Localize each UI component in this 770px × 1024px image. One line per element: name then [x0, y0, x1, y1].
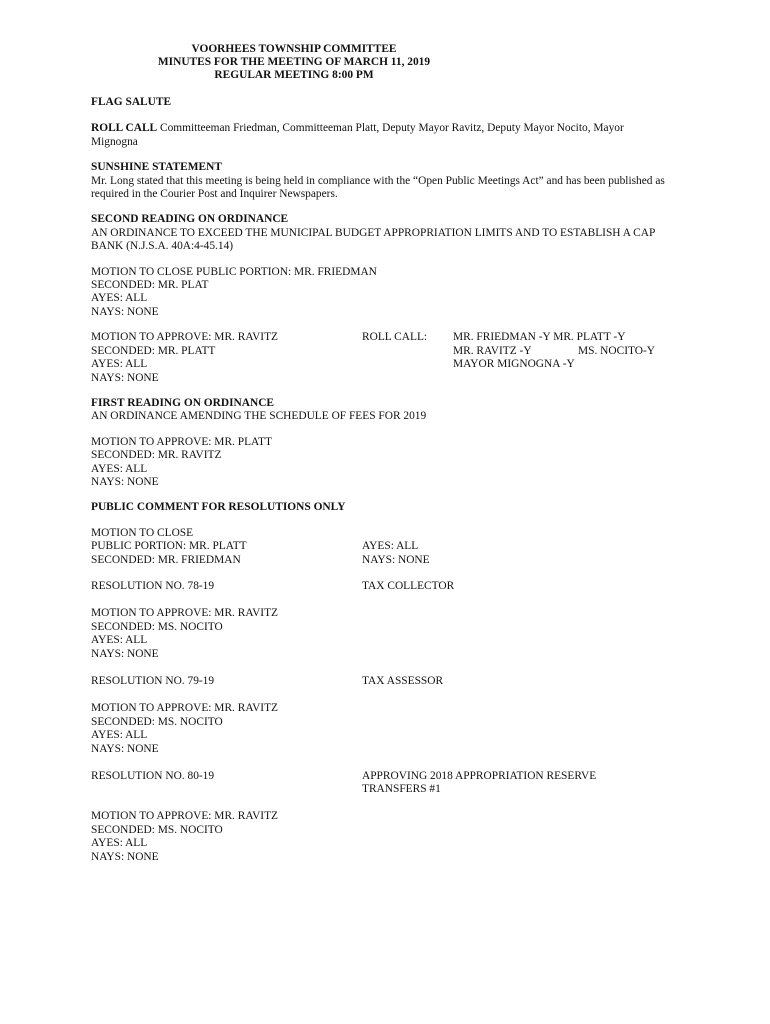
motion-line: MOTION TO APPROVE: MR. RAVITZ [91, 702, 279, 715]
motion-line: MOTION TO APPROVE: MR. RAVITZ [91, 331, 279, 344]
resolution-title: TAX ASSESSOR [362, 675, 444, 687]
nays-line: NAYS: NONE [362, 553, 430, 566]
flag-salute-heading: FLAG SALUTE [91, 96, 172, 108]
ayes-line: AYES: ALL [91, 634, 148, 647]
roll-call-section [91, 122, 681, 149]
vote-line: MR. FRIEDMAN -Y MR. PLATT -Y [453, 331, 626, 344]
header-line-3: REGULAR MEETING 8:00 PM [214, 69, 374, 81]
approve-ordinance-motion [91, 331, 681, 385]
motion-line: MOTION TO APPROVE: MR. PLATT [91, 435, 272, 448]
flag-salute-section [91, 96, 681, 109]
seconded-line: SECONDED: MS. NOCITO [91, 823, 223, 836]
motion-line: MOTION TO CLOSE [91, 526, 194, 539]
vote-nocito: MS. NOCITO-Y [578, 344, 655, 357]
second-reading-heading: SECOND READING ON ORDINANCE [91, 213, 289, 226]
vote-ravitz: MR. RAVITZ -Y [453, 344, 532, 357]
seconded-line: SECONDED: MS. NOCITO [91, 620, 223, 633]
sunshine-text: Mr. Long stated that this meeting is being held in compliance with the “Open Public Meetings Act” and has been published as required in the Courier Post and Inquirer Newspapers. [91, 174, 665, 201]
resolution-motion [91, 810, 681, 864]
seconded-line: SECONDED: MR. PLATT [91, 344, 216, 357]
header-line-1: VOORHEES TOWNSHIP COMMITTEE [191, 43, 397, 55]
first-reading-text: AN ORDINANCE AMENDING THE SCHEDULE OF FEES FOR 2019 [91, 410, 427, 423]
nays-line: NAYS: NONE [91, 305, 159, 318]
roll-call-votes [453, 331, 655, 371]
resolution-number: RESOLUTION NO. 80-19 [91, 770, 215, 783]
nays-line: NAYS: NONE [91, 475, 159, 488]
nays-line: NAYS: NONE [91, 371, 159, 384]
motion-line: MOTION TO APPROVE: MR. RAVITZ [91, 607, 279, 620]
resolution-heading [91, 675, 681, 688]
document-header [0, 43, 679, 82]
public-comment-section [91, 501, 681, 514]
seconded-line: SECONDED: MR. PLAT [91, 279, 209, 292]
public-comment-heading: PUBLIC COMMENT FOR RESOLUTIONS ONLY [91, 501, 346, 514]
ayes-line: AYES: ALL [91, 837, 148, 850]
seconded-line: SECONDED: MR. FRIEDMAN [91, 553, 241, 566]
second-reading-section [91, 213, 681, 253]
sunshine-heading: SUNSHINE STATEMENT [91, 161, 222, 174]
resolution-motion [91, 702, 681, 756]
ayes-line: AYES: ALL [91, 292, 148, 305]
sunshine-section [91, 161, 681, 201]
resolution-title: TAX COLLECTOR [362, 579, 455, 592]
approve-first-reading-motion [91, 436, 681, 490]
seconded-line: SECONDED: MR. RAVITZ [91, 449, 222, 462]
ayes-line: AYES: ALL [91, 358, 148, 371]
resolution-heading [91, 770, 681, 796]
resolution-number: RESOLUTION NO. 78-19 [91, 579, 215, 592]
close-public-motion [91, 266, 681, 320]
ayes-line: AYES: ALL [91, 462, 148, 475]
roll-call-label: ROLL CALL [91, 122, 158, 135]
resolution-number: RESOLUTION NO. 79-19 [91, 675, 215, 687]
public-comment-votes [362, 540, 430, 567]
motion-line: MOTION TO CLOSE PUBLIC PORTION: MR. FRIEDMAN [91, 265, 377, 278]
ayes-line: AYES: ALL [362, 540, 419, 553]
resolution-title: APPROVING 2018 APPROPRIATION RESERVE [362, 770, 597, 783]
vote-line: MAYOR MIGNOGNA -Y [453, 358, 575, 371]
first-reading-section [91, 397, 681, 424]
header-line-2: MINUTES FOR THE MEETING OF MARCH 11, 2019 [157, 56, 431, 68]
nays-line: NAYS: NONE [91, 742, 159, 755]
resolution-title-cont: TRANSFERS #1 [362, 783, 441, 796]
resolution-motion [91, 607, 681, 661]
minutes-body [91, 96, 681, 864]
motion-line: MOTION TO APPROVE: MR. RAVITZ [91, 810, 279, 823]
public-comment-motion [91, 527, 681, 567]
nays-line: NAYS: NONE [91, 850, 159, 863]
roll-call-text: Committeeman Friedman, Committeeman Platt, Deputy Mayor Ravitz, Deputy Mayor Nocito, Mayor Mignogna [91, 122, 624, 148]
seconded-line: SECONDED: MS. NOCITO [91, 715, 223, 728]
roll-call-vote-label: ROLL CALL: [362, 331, 428, 344]
ayes-line: AYES: ALL [91, 729, 148, 742]
first-reading-heading: FIRST READING ON ORDINANCE [91, 396, 275, 409]
nays-line: NAYS: NONE [91, 647, 159, 660]
motion-line: PUBLIC PORTION: MR. PLATT [91, 540, 247, 553]
resolution-title-block [362, 770, 596, 797]
resolution-heading [91, 580, 681, 593]
second-reading-text: AN ORDINANCE TO EXCEED THE MUNICIPAL BUDGET APPROPRIATION LIMITS AND TO ESTABLISH A CAP BANK (N.J.S.A. 40A:4-45.14) [91, 226, 655, 253]
